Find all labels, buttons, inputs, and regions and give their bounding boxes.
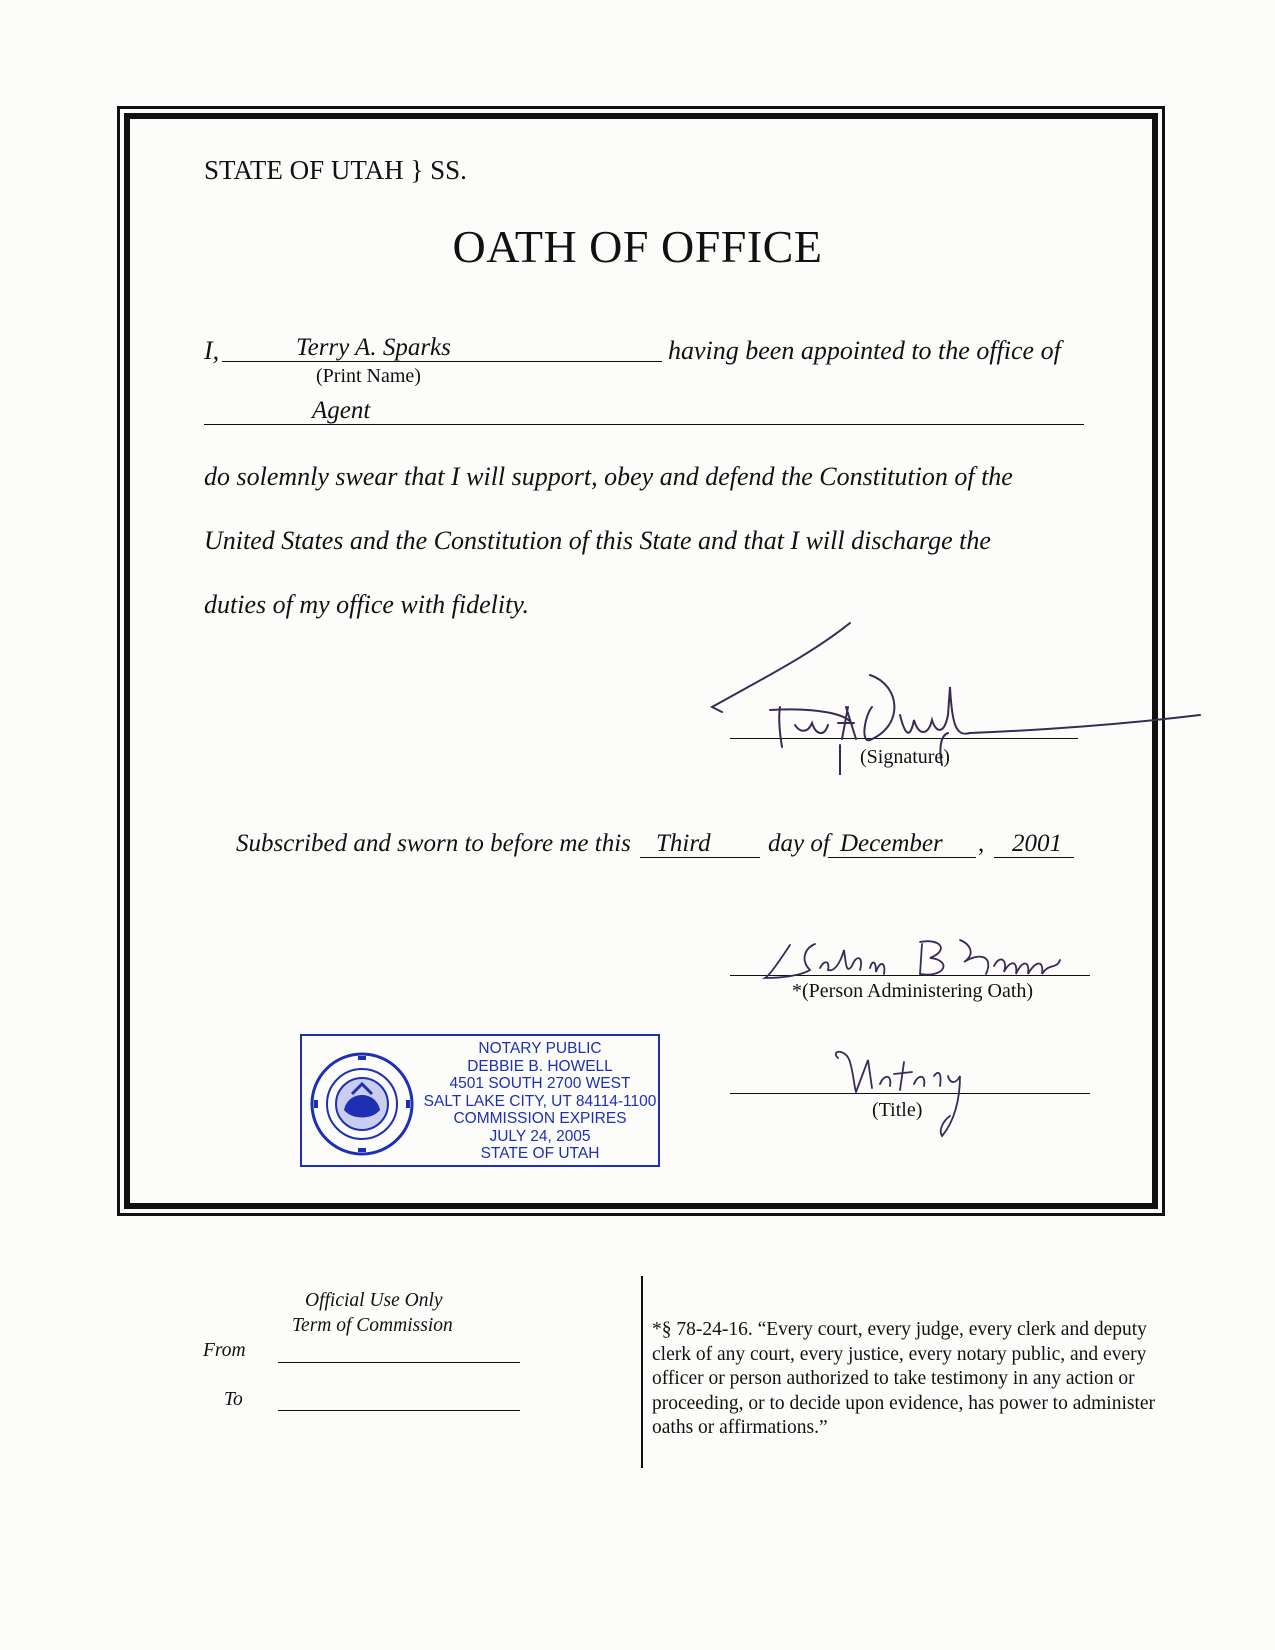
appointed-text: having been appointed to the office of (668, 336, 1061, 365)
stamp-line: COMMISSION EXPIRES (453, 1110, 627, 1127)
signature-terry-sparks (700, 615, 1220, 775)
from-label: From (203, 1340, 246, 1361)
oath-body-line-3: duties of my office with fidelity. (204, 590, 529, 619)
oath-prefix: I, (204, 336, 220, 365)
stamp-line: NOTARY PUBLIC (478, 1040, 602, 1057)
term-of-commission-heading: Term of Commission (292, 1315, 453, 1336)
sworn-month: December (840, 830, 943, 857)
to-line (278, 1410, 520, 1411)
print-name-caption: (Print Name) (316, 365, 421, 387)
from-line (278, 1362, 520, 1363)
administrator-caption: *(Person Administering Oath) (792, 980, 1034, 1002)
printed-name: Terry A. Sparks (296, 334, 451, 361)
stamp-line: JULY 24, 2005 (489, 1127, 591, 1145)
stamp-line: SALT LAKE CITY, UT 84114-1100 (423, 1092, 657, 1110)
stamp-line: DEBBIE B. HOWELL (467, 1057, 613, 1075)
state-seal-icon (308, 1050, 416, 1158)
stamp-line: STATE OF UTAH (480, 1145, 600, 1162)
sworn-lead: Subscribed and sworn to before me this (236, 830, 631, 857)
month-comma: , (978, 830, 985, 857)
document-title: OATH OF OFFICE (452, 221, 823, 272)
oath-body-line-2: United States and the Constitution of this State and that I will discharge the (204, 526, 991, 555)
footer-divider (641, 1276, 643, 1468)
signature-caption: (Signature) (860, 746, 950, 768)
statute-footnote: *§ 78-24-16. “Every court, every judge, every clerk and deputy clerk of any court, every justice, every notary public, and every officer or person authorized to take testimony in any action or proceeding, or to decide upon evidence, has power to administer oaths or affirmations.” (652, 1319, 1156, 1438)
state-venue: STATE OF UTAH } SS. (204, 155, 467, 185)
stamp-line: 4501 SOUTH 2700 WEST (449, 1075, 631, 1092)
to-label: To (224, 1389, 243, 1410)
signature-notary-title (820, 1040, 980, 1140)
stamp-text-block (420, 1040, 660, 1163)
sworn-year: 2001 (1012, 830, 1062, 857)
official-use-heading: Official Use Only (305, 1290, 443, 1311)
notary-stamp (300, 1034, 660, 1167)
title-caption: (Title) (872, 1099, 923, 1121)
office-title: Agent (312, 397, 371, 424)
sworn-day: Third (656, 830, 711, 857)
oath-body-line-1: do solemnly swear that I will support, obey and defend the Constitution of the (204, 462, 1013, 491)
day-of-text: day of (768, 830, 830, 857)
